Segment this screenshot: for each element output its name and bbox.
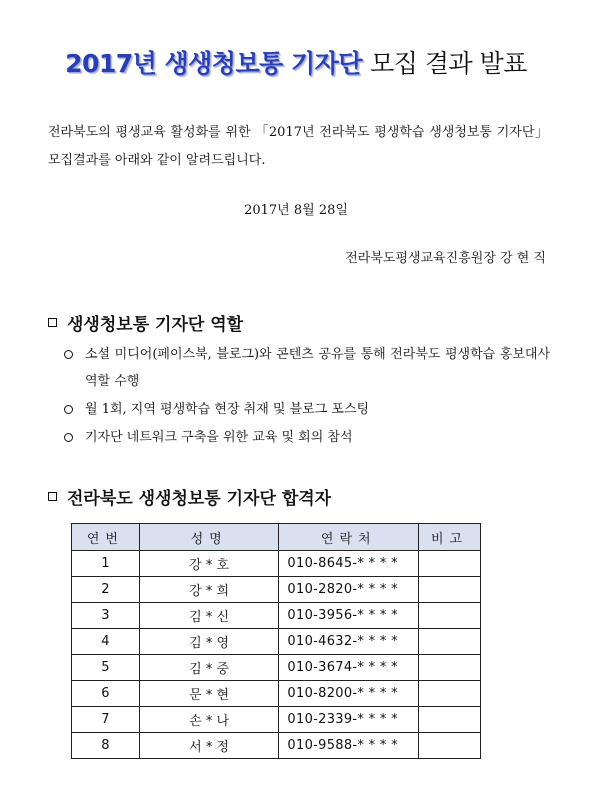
col-header-number: 연번 <box>72 524 140 551</box>
section-heading-members-text: 전라북도 생생청보통 기자단 합격자 <box>67 489 332 509</box>
roles-list <box>64 341 550 452</box>
cell-contact: 010-2339-* * * * <box>279 707 419 733</box>
col-header-contact: 연락처 <box>279 524 419 551</box>
circle-outline-icon <box>64 350 73 359</box>
cell-note <box>419 733 481 759</box>
table-row <box>72 681 481 707</box>
table-row <box>72 629 481 655</box>
cell-name: 김 * 영 <box>139 629 279 655</box>
list-item <box>64 396 550 423</box>
cell-note <box>419 629 481 655</box>
table-row <box>72 577 481 603</box>
cell-number: 5 <box>72 655 140 681</box>
list-item-text: 소셜 미디어(페이스북, 블로그)와 콘텐츠 공유를 통해 전라북도 평생학습 홍보대사 역할 수행 <box>85 347 550 389</box>
cell-number: 8 <box>72 733 140 759</box>
cell-note <box>419 577 481 603</box>
page-title-highlight: 2017년 생생청보통 기자단 <box>65 49 362 78</box>
cell-number: 1 <box>72 551 140 577</box>
page-title-rest: 모집 결과 발표 <box>370 49 527 78</box>
cell-name: 문 * 현 <box>139 681 279 707</box>
intro-paragraph: 전라북도의 평생교육 활성화를 위한 「2017년 전라북도 평생학습 생생청보통 기자단」 모집결과를 아래와 같이 알려드립니다. <box>48 125 548 168</box>
square-outline-icon <box>48 492 57 501</box>
cell-number: 7 <box>72 707 140 733</box>
table-row <box>72 733 481 759</box>
members-table <box>71 523 481 759</box>
circle-outline-icon <box>64 433 73 442</box>
cell-name: 강 * 호 <box>139 551 279 577</box>
cell-number: 3 <box>72 603 140 629</box>
cell-contact: 010-8200-* * * * <box>279 681 419 707</box>
list-item <box>64 424 550 451</box>
cell-contact: 010-3956-* * * * <box>279 603 419 629</box>
table-row <box>72 707 481 733</box>
square-outline-icon <box>48 318 57 327</box>
cell-contact: 010-2820-* * * * <box>279 577 419 603</box>
list-item <box>64 341 550 395</box>
cell-contact: 010-9588-* * * * <box>279 733 419 759</box>
cell-contact: 010-3674-* * * * <box>279 655 419 681</box>
cell-contact: 010-4632-* * * * <box>279 629 419 655</box>
cell-note <box>419 551 481 577</box>
circle-outline-icon <box>64 405 73 414</box>
list-item-text: 기자단 네트워크 구축을 위한 교육 및 회의 참석 <box>85 430 353 445</box>
cell-note <box>419 707 481 733</box>
cell-note <box>419 681 481 707</box>
table-row <box>72 603 481 629</box>
list-item-text: 월 1회, 지역 평생학습 현장 취재 및 블로그 포스팅 <box>85 402 370 417</box>
cell-number: 4 <box>72 629 140 655</box>
section-heading-roles <box>48 310 243 335</box>
section-heading-members <box>48 484 331 509</box>
col-header-name: 성명 <box>139 524 279 551</box>
table-row <box>72 551 481 577</box>
table-row <box>72 655 481 681</box>
cell-name: 손 * 나 <box>139 707 279 733</box>
page-title <box>0 44 592 80</box>
cell-note <box>419 655 481 681</box>
table-header-row <box>72 524 481 551</box>
announcement-date: 2017년 8월 28일 <box>244 203 348 218</box>
cell-name: 김 * 신 <box>139 603 279 629</box>
sender-signature: 전라북도평생교육진흥원장 강 현 직 <box>345 251 546 266</box>
cell-contact: 010-8645-* * * * <box>279 551 419 577</box>
col-header-note: 비고 <box>419 524 481 551</box>
cell-name: 서 * 정 <box>139 733 279 759</box>
section-heading-roles-text: 생생청보통 기자단 역할 <box>67 315 244 335</box>
cell-name: 강 * 희 <box>139 577 279 603</box>
cell-number: 6 <box>72 681 140 707</box>
cell-name: 김 * 중 <box>139 655 279 681</box>
cell-number: 2 <box>72 577 140 603</box>
cell-note <box>419 603 481 629</box>
